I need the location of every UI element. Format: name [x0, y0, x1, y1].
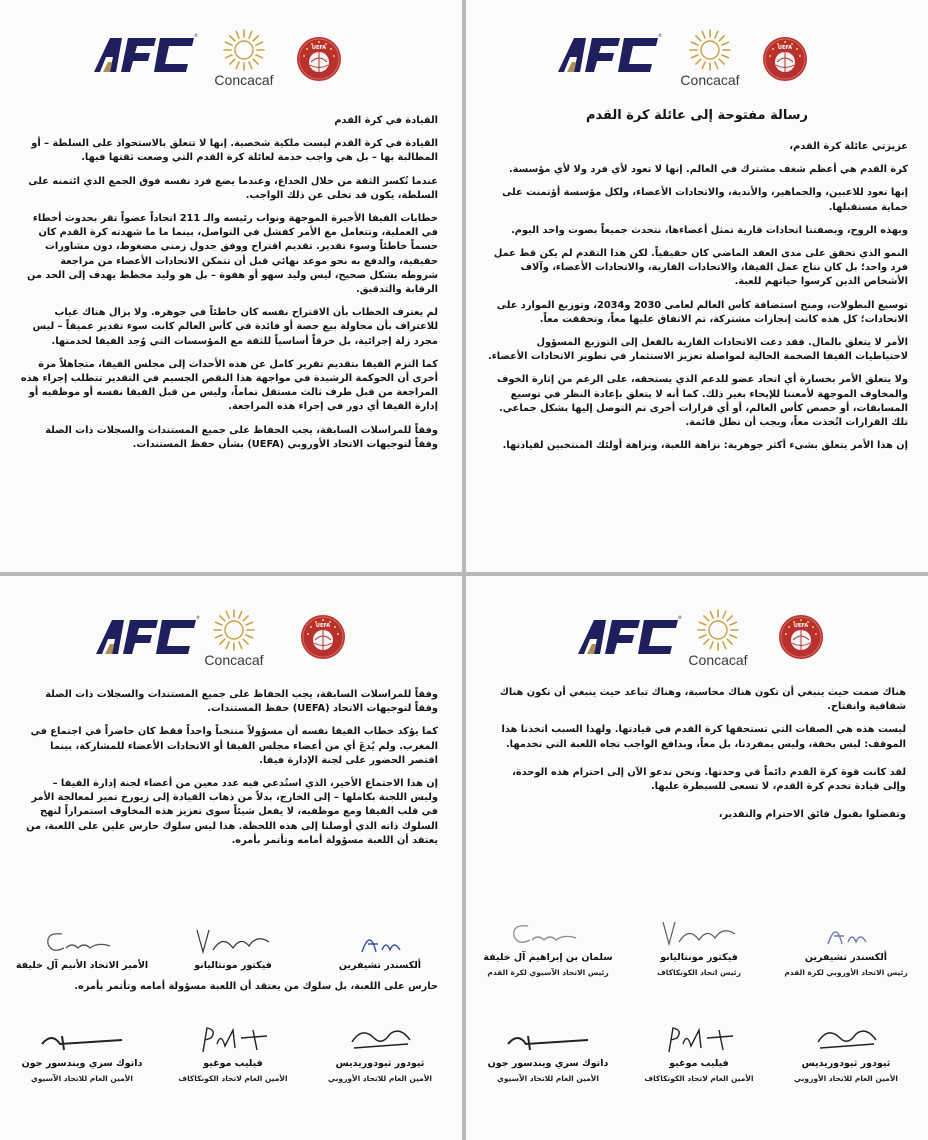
concacaf-logo [680, 608, 756, 674]
signatory-name: داتوك سري ويندسور جون [487, 1058, 609, 1069]
paragraph: لقد كانت قوة كرة القدم دائماً في وحدتها. ونحن ندعو الآن إلى احترام هذه الوحدة، وإلى قيادة تخدم كرة القدم، لا تسعى للسيطرة عليها. [512, 766, 906, 793]
paragraph: عزيزتي عائلة كرة القدم، [789, 141, 908, 152]
concacaf-sun-icon [222, 28, 266, 72]
afc-logo [554, 32, 662, 76]
section-heading: القيادة في كرة القدم [334, 115, 438, 126]
signatory-title: الأمين العام للاتحاد الأوروبي [794, 1074, 898, 1083]
signatures-secretaries [478, 1022, 916, 1092]
signatory-name: ثيودور ثيودوريديس [335, 1058, 425, 1069]
concacaf-sun-icon [688, 28, 732, 72]
letter-body [20, 114, 438, 461]
paragraph: النمو الذي تحقق على مدى العقد الماضي كان حقيقياً. لكن هذا التقدم لم يكن قط عمل فرد واحد؛ بل كان نتاج عمل الفيفا، والاتحادات القارية، والاتحادات الأعضاء، وآلاف الأشخاص الذين كرسوا حياتهم للعبة. [493, 248, 908, 288]
signature-icon [32, 1022, 132, 1056]
signature-icon [330, 924, 430, 958]
letter-body [488, 686, 906, 831]
concacaf-wordmark: Concacaf [688, 652, 748, 668]
signatory-title: الأمين العام للاتحاد الآسيوي [31, 1074, 133, 1083]
logo-header [0, 606, 462, 676]
signatory-title: رئيس الاتحاد الأوروبي لكرة القدم [784, 968, 908, 977]
signatory-name: ألكسندر تشيفرين [338, 960, 422, 971]
afc-logo [92, 614, 200, 658]
signature-block [776, 916, 916, 986]
concacaf-logo [672, 28, 748, 94]
signature-icon [330, 1022, 430, 1056]
concacaf-sun-icon [696, 608, 740, 652]
paragraph: ولا يتعلق الأمر بخسارة أي اتحاد عضو للدعم الذي يستحقه، على الرغم من إثارة الخوف والمخاوف الموجهة لأمعننا للإيحاء بغير ذلك. كما أنه لا يتعلق بإعادة النظر في توسيع المسابقات، أو حصص كأس العالم، أو أي قرارات أخرى تم التوصل إليها بشكل جماعي. تلك القرارات اتُخذت معاً، ويجب أن تظل قائمة. [497, 374, 908, 429]
paragraph: كما التزم الفيفا بتقديم تقرير كامل عن هذه الأحداث إلى مجلس الفيفا، متجاهلاً مرة أخرى أن الحوكمة الرشيدة في مواجهة هذا النقص الجسيم في التقدير تتطلب إجراء هذه المراجعة من قبل طرف ثالث مستقل تماماً، وليس من قبل الفيفا نفسه أو موظفيه أو إدارة الفيفا أي دور في إجراء هذه المراجعة. [20, 358, 438, 413]
letter-title: رسالة مفتوحة إلى عائلة كرة القدم [585, 108, 809, 123]
signature-icon [498, 916, 598, 950]
afc-logo [90, 32, 198, 76]
paragraph: إن هذا الاجتماع الأخير، الذي استُدعي فيه عدد معين من أعضاء لجنة إدارة الفيفا – وليس اللجنة بكاملها – إلى الخارج، بدلاً من ذهاب القيادة إلى زيورخ تمير لمعالجة الأمر في قلب الفيفا ومع موظفيه، لا يفعل شيئاً سوى تعزيز هذه المخاوف استمراراً لنهج السلوك ذاته الذي أوصلنا إلى هذه اللحظة. هذا ليس سلوك حارس علين على اللعبة، من يعتقد أن اللعبة مسؤولة أمامه وتأتمر بأمره. [26, 778, 438, 846]
paragraph: لم يعترف الخطاب بأن الاقتراح نفسه كان خاطئاً في جوهره. ولا يزال هناك غياب للاعتراف بأن محاولة بيع حصة أو فائدة في كأس العالم كانت سوء تقدير عميقاً – ليس مجرد زلة إجرائية، بل خرقاً أساسياً للثقة مع المؤسسات التي وُجد الفيفا لخدمتها. [32, 307, 438, 347]
letter-page-3 [466, 576, 928, 1140]
letter-page-2 [0, 0, 462, 572]
closing-line: وتفضلوا بقبول فائق الاحترام والتقدير، [718, 809, 906, 821]
paragraph: إن هذا الأمر يتعلق بشيء أكثر جوهرية: نزاهة اللعبة، ونزاهة أولئك المنتخبين لقيادتها. [502, 440, 908, 452]
signature-icon [32, 924, 132, 958]
uefa-logo [296, 36, 342, 82]
paragraph: وفقاً للمراسلات السابقة، يجب الحفاظ على جميع المستندات والسجلات ذات الصلة وفقاً لتوجيهات الاتحاد الأوروبي (UEFA) بشأن حفظ المستندات. [45, 424, 438, 450]
trailing-line: حارس على اللعبة، بل سلوك من يعتقد أن اللعبة مسؤولة أمامه وتأتمر بأمره. [74, 981, 438, 992]
signatory-name: فيليب موغيو [669, 1058, 729, 1069]
paragraph: ليست هذه هي الصفات التي تستحقها كرة القدم في قيادتها. ولهذا السبب اتخذنا هذا الموقف: ليس بخفة، وليس بمفردنا، بل معاً، وبدافع الواجب تجاه اللعبة التي نخدمها. [501, 724, 906, 750]
signature-icon [183, 924, 283, 958]
afc-logo [574, 614, 682, 658]
signatory-name: الأمير الاتحاد الأنيم آل خليفة [15, 960, 149, 971]
paragraph: خطابات الفيفا الأخيرة الموجهة ونواب رئيسه والـ 211 اتحاداً عضواً تقر بحدوث أخطاء في العملية، وتتعامل مع الأمر كفشل في التواصل، بينما ما ما شهدته كرة القدم كان حسماً خاطئاً وسوء تقدير. تقديم اقتراح ووفق جدول زمني مضغوط، دون مشاورات حقيقية، والدفع به نحو موعد نهائي قبل أن تتمكن الاتحادات الأعضاء من مراجعة شروطه بشكل صحيح، ليس وليد سهو أو هفوة – بل هو وليد مخطط يهدف إلى الحد من الرقابة والتدقيق. [27, 213, 438, 296]
letter-body [22, 688, 438, 857]
signatory-name: فيكتور مونتاليانو [660, 952, 738, 963]
signature-block [163, 1022, 303, 1092]
logo-header [466, 24, 928, 94]
signatory-name: ثيودور ثيودوريديس [801, 1058, 891, 1069]
signature-icon [796, 916, 896, 950]
concacaf-wordmark: Concacaf [204, 652, 264, 668]
paragraph: إنها تعود للاعبين، والجماهير، والأندية، والاتحادات الأعضاء، ولكل مؤسسة أؤتمنت على حماية مستقبلها. [502, 187, 908, 213]
signatory-title: رئيس اتحاد الكونكاكاف [657, 968, 741, 977]
paragraph: كما يؤكد خطاب الفيفا نفسه أن مسؤولاً منتخباً واحداً فقط كان حاضراً في اجتماع في المغرب. ولم يُدعَ أي من أعضاء مجلس الفيفا أو الاتحادات الأعضاء للمشاركة، بينما اقتصر الحضور على لجنة الإدارة فيفا. [30, 726, 438, 766]
signature-block [12, 1022, 152, 1092]
signature-icon [183, 1022, 283, 1056]
signatory-title: الأمين العام لاتحاد الكونكاكاف [178, 1074, 288, 1083]
paragraph: عندما تُكسر الثقة من خلال الخداع، وعندما يضع فرد نفسه فوق الجمع الذي ائتمنه على السلطة، يكون قد تخلى عن ذلك الواجب. [28, 175, 438, 201]
signatory-title: الأمين العام للاتحاد الأوروبي [328, 1074, 432, 1083]
paragraph: القيادة في كرة القدم ليست ملكية شخصية. إنها لا تتعلق بالاستحواذ على السلطة – أو المطالبة بها – بل هي واجب خدمة لعائلة كرة القدم التي وضعت ثقتها فيها. [31, 138, 438, 164]
paragraph: هناك صمت حيث ينبغي أن تكون هناك محاسبة، وهناك تباعد حيث ينبغي أن تكون هناك شفافية وانفتاح. [499, 687, 906, 713]
uefa-logo [778, 614, 824, 660]
concacaf-sun-icon [212, 608, 256, 652]
signatures-presidents [478, 916, 916, 986]
uefa-logo [762, 36, 808, 82]
paragraph: توسيع البطولات، ومنح استضافة كأس العالم لعامي 2030 و2034، وتوزيع الموارد على الاتحادات؛ كل هذه كانت إنجازات مشتركة، تم الاتفاق عليها معاً، وتحققت معاً. [496, 299, 908, 325]
signature-icon [649, 1022, 749, 1056]
signatory-title: الأمين العام للاتحاد الآسيوي [497, 1074, 599, 1083]
signatory-name: ألكسندر تشيفرين [804, 952, 888, 963]
uefa-logo [300, 614, 346, 660]
signatory-name: فيليب موغيو [203, 1058, 263, 1069]
signature-icon [498, 1022, 598, 1056]
letter-page-1 [466, 0, 928, 572]
concacaf-logo [196, 608, 272, 674]
paragraph: كرة القدم هي أعظم شغف مشترك في العالم. إنها لا تعود لأي فرد ولا لأي مؤسسة. [508, 164, 908, 176]
signature-icon [796, 1022, 896, 1056]
concacaf-wordmark: Concacaf [214, 72, 274, 88]
signature-block [776, 1022, 916, 1092]
signature-icon [649, 916, 749, 950]
signatory-name: داتوك سري ويندسور جون [21, 1058, 143, 1069]
signature-block [629, 916, 769, 986]
paragraph: الأمر لا يتعلق بالمال. فقد دعت الاتحادات القارية بالفعل إلى التوزيع المسؤول لاحتياطيات الفيفا الضخمة الحالية لمواصلة تعزيز الاستثمار في تطوير الاتحادات الأعضاء. [488, 337, 908, 363]
logo-header [0, 24, 462, 94]
signatory-name: سلمان بن إبراهيم آل خليفة [483, 952, 613, 963]
signature-block [478, 1022, 618, 1092]
paragraph: وفقاً للمراسلات السابقة، يجب الحفاظ على جميع المستندات والسجلات ذات الصلة وفقاً لتوجيهات الاتحاد (UEFA) حفظ المستندات. [45, 689, 438, 715]
letter-body [486, 140, 908, 462]
signature-block [310, 1022, 450, 1092]
signatory-name: فيكتور مونتاليانو [194, 960, 272, 971]
letter-page-4 [0, 576, 462, 1140]
signature-block [629, 1022, 769, 1092]
concacaf-wordmark: Concacaf [680, 72, 740, 88]
logo-header [466, 606, 928, 676]
paragraph: وبهذه الروح، وبصفتنا اتحادات قارية تمثل أعضاءها، نتحدث جميعاً بصوت واحد اليوم. [511, 224, 908, 236]
concacaf-logo [206, 28, 282, 94]
signatures-secretaries [12, 1022, 450, 1092]
signatory-title: الأمين العام لاتحاد الكونكاكاف [644, 1074, 754, 1083]
signatory-title: رئيس الاتحاد الآسيوي لكرة القدم [487, 968, 609, 977]
signature-block [478, 916, 618, 986]
